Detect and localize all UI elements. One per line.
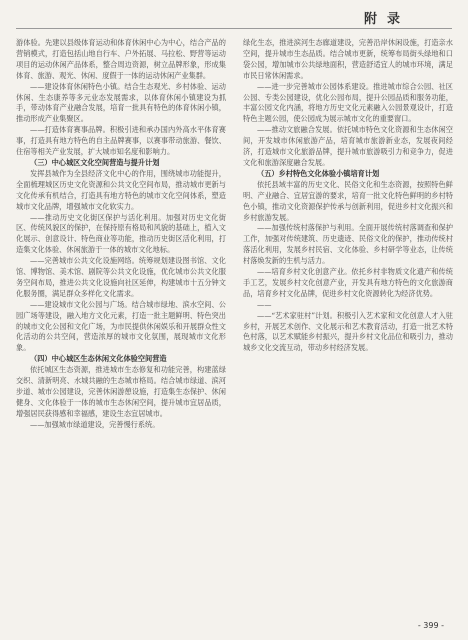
section-subheading: （四）中心城区生态休闲文化体验空间营造 [30, 354, 167, 364]
page-number: - 399 - [417, 621, 444, 630]
section-subheading: （五）乡村特色文化体验小镇培育计划 [257, 168, 380, 178]
paragraph: 依托城区生态资源，推进城市生态修复和功能完善，构建蓝绿交织、清新明亮、水城共融的生态城市格局。结合城市绿道、滨河步道、城市公园建设，完善休闲游憩设施，打造集生态保护、休闲健身、文化体验于一体的城市生态休闲空间，提升城市宜居品质，增强居民获得感和幸福感，建设生态宜居城市。 [16, 365, 226, 418]
paragraph: ——推动历史文化街区保护与活化利用。加强对历史文化街区、传统风貌区的保护，在保持原有格局和风貌的基础上，植入文化展示、创意设计、特色商业等功能，推动历史街区活化利用，打造集文化体验、休闲旅游于一体的城市文化地标。 [16, 212, 226, 255]
paragraph: —— [257, 299, 272, 309]
paragraph: ——完善城市公共文化设施网络。统筹规划建设图书馆、文化馆、博物馆、美术馆、剧院等公共文化设施，优化城市公共文化服务空间布局，推进公共文化设施向社区延伸，构建城市十五分钟文化服务圈，满足群众多样化文化需求。 [16, 256, 226, 298]
paragraph: ——进一步完善城市公园体系建设。推进城市综合公园、社区公园、专类公园建设，优化公园布局，提升公园品质和服务功能，丰富公园文化内涵，将地方历史文化元素融入公园景观设计，打造特色主题公园，使公园成为展示城市文化的重要窗口。 [243, 81, 453, 124]
paragraph: ——建设城市文化公园与广场。结合城市绿地、滨水空间、公园广场等建设，融入地方文化元素，打造一批主题鲜明、特色突出的城市文化公园和文化广场，为市民提供休闲娱乐和开展群众性文化活动的公共空间，营造浓厚的城市文化氛围，展现城市文化形象。 [16, 299, 226, 353]
paragraph: ——建设体育休闲特色小镇。结合生态观光、乡村体验、运动休闲、生态康养等多元业态发展需求，以体育休闲小镇建设为抓手，带动体育产业融合发展，培育一批具有特色的体育休闲小镇，推动形成产业集聚区。 [16, 81, 226, 124]
paragraph: ——加强城市绿道建设，完善慢行系统。 [30, 419, 160, 429]
paragraph: 发挥县城作为全县经济文化中心的作用，围绕城市功能提升，全面梳理城区历史文化资源和公共文化空间布局，推动城市更新与文化传承有机结合，打造具有地方特色的城市文化空间体系，塑造城市文化品牌，增强城市文化软实力。 [16, 168, 226, 211]
paragraph: 依托县域丰富的历史文化、民俗文化和生态资源，按照特色鲜明、产业融合、宜居宜游的要求，培育一批文化特色鲜明的乡村特色小镇，推动文化资源保护传承与创新利用，促进乡村文化振兴和乡村旅游发展。 [243, 179, 453, 222]
section-subheading: （三）中心城区文化空间营造与提升计划 [30, 157, 160, 167]
section-label: 附录 [363, 12, 410, 27]
header-divider [16, 28, 452, 29]
paragraph: ——打造体育赛事品牌。积极引进和承办国内外高水平体育赛事，打造具有地方特色的自主品牌赛事，以赛事带动旅游、餐饮、住宿等相关产业发展，扩大城市知名度和影响力。 [16, 125, 226, 157]
paragraph: 绿化生态，推进滨河生态廊道建设，完善沿岸休闲设施，打造亲水空间，提升城市生态品质。结合城市更新，统筹布局街头绿地和口袋公园，增加城市公共绿地面积，营造舒适宜人的城市环境，满足市民日常休闲需求。 [243, 38, 453, 80]
paragraph: ——加强传统村落保护与利用。全面开展传统村落调查和保护工作，加强对传统建筑、历史遗迹、民俗文化的保护，推动传统村落活化利用，发展乡村民宿、文化体验、乡村研学等业态，让传统村落焕发新的生机与活力。 [243, 223, 453, 266]
paragraph: ——培育乡村文化创意产业。依托乡村非物质文化遗产和传统手工艺，发展乡村文化创意产业，开发具有地方特色的文化旅游商品，培育乡村文化品牌，促进乡村文化资源转化为经济优势。 [243, 267, 453, 298]
paragraph: ——“艺术家驻村”计划。积极引入艺术家和文化创意人才入驻乡村，开展艺术创作、文化展示和艺术教育活动，打造一批艺术特色村落，以艺术赋能乡村振兴，提升乡村文化品位和吸引力，推动城乡文化交流互动，带动乡村经济发展。 [243, 310, 453, 353]
paragraph: 游体验。先建以县级体育运动和体育休闲中心为中心，结合产品的营销模式，打造包括山地自行车、户外拓展、马拉松、野营等运动项目的运动休闲产品体系，整合周边资源，树立品牌形象，形成集体育、旅游、观光、休闲、度假于一体的运动休闲产业集群。 [16, 38, 226, 80]
left-text-column [16, 38, 226, 431]
paragraph: ——推动文旅融合发展。依托城市特色文化资源和生态休闲空间，开发城市休闲旅游产品，培育城市旅游新业态，发展夜间经济，打造城市文化旅游品牌，提升城市旅游吸引力和竞争力，促进文化和旅游深度融合发展。 [243, 125, 453, 167]
right-text-column [243, 38, 453, 354]
